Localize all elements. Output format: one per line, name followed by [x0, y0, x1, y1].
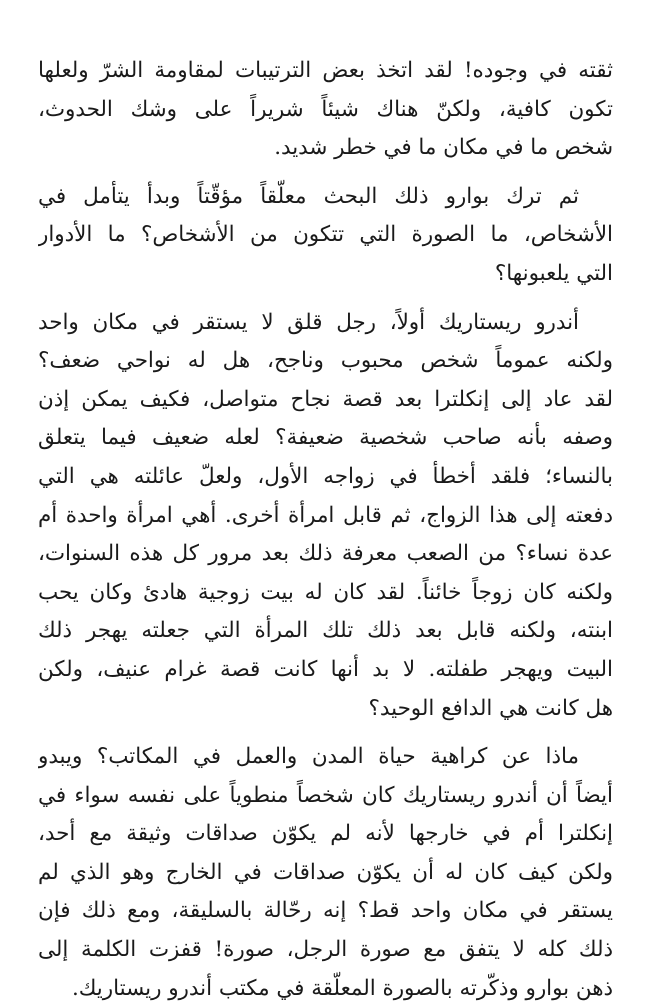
paragraph-1	[38, 52, 613, 168]
text-line: أيضاً أن أندرو ريستاريك كان شخصاً منطوياً على نفسه سواء في	[38, 782, 613, 808]
text-line: ثم ترك بوارو ذلك البحث معلّقاً مؤقّتاً وبدأ يتأمل في	[38, 183, 579, 209]
text-line: لقد عاد إلى إنكلترا بعد قصة نجاح متواصل، فكيف يمكن إذن	[38, 386, 613, 412]
text-line: إنكلترا أم في خارجها لأنه لم يكوّن صداقات وثيقة مع أحد،	[38, 821, 613, 847]
text-line: ثقته في وجوده! لقد اتخذ بعض الترتيبات لمقاومة الشرّ ولعلها	[38, 58, 613, 83]
text-line: ذلك كله لا يتفق مع صورة الرجل، صورة! قفزت الكلمة إلى	[38, 937, 613, 963]
text-line: تكون كافية، ولكنّ هناك شيئاً شريراً على وشك الحدوث،	[38, 96, 613, 122]
text-line: ابنته، ولكنه قابل بعد ذلك تلك المرأة التي جعلته يهجر ذلك	[38, 618, 613, 644]
text-line: أندرو ريستاريك أولاً، رجل قلق لا يستقر في مكان واحد	[38, 309, 579, 335]
text-line: شخص ما في مكان ما في خطر شديد.	[274, 135, 613, 161]
paragraph-4	[38, 738, 613, 1008]
text-line: التي يلعبونها؟	[494, 260, 613, 286]
paragraph-2	[38, 178, 613, 294]
text-line: عدة نساء؟ من الصعب معرفة ذلك بعد مرور كل هذه السنوات،	[38, 541, 613, 567]
paragraph-3	[38, 304, 613, 729]
text-line: البيت ويهجر طفلته. لا بد أنها كانت قصة غرام عنيف، ولكن	[38, 656, 613, 682]
text-line: دفعته إلى هذا الزواج، ثم قابل امرأة أخرى. أهي امرأة واحدة أم	[38, 502, 613, 528]
text-line: وصفه بأنه صاحب شخصية ضعيفة؟ لعله ضعيف فيما يتعلق	[38, 425, 613, 451]
text-line: ولكنه كان زوجاً خائناً. لقد كان له بيت زوجية هادئ وكان يحب	[38, 579, 613, 605]
text-line: يستقر في مكان واحد قط؟ إنه رحّالة بالسليقة، ومع ذلك فإن	[38, 898, 613, 924]
text-line: الأشخاص، ما الصورة التي تتكون من الأشخاص؟ ما الأدوار	[38, 222, 613, 248]
text-line: ماذا عن كراهية حياة المدن والعمل في المكاتب؟ ويبدو	[38, 744, 579, 770]
text-line: ولكن كيف كان له أن يكوّن صداقات في الخارج وهو الذي لم	[38, 859, 613, 885]
text-line: ولكنه عموماً شخص محبوب وناجح، هل له نواحي ضعف؟	[38, 348, 613, 374]
text-line: هل كانت هي الدافع الوحيد؟	[368, 695, 613, 721]
text-line: بالنساء؛ فلقد أخطأ في زواجه الأول، ولعلّ عائلته هي التي	[38, 463, 613, 489]
text-line: ذهن بوارو وذكّرته بالصورة المعلّقة في مكتب أندرو ريستاريك.	[71, 975, 613, 1001]
